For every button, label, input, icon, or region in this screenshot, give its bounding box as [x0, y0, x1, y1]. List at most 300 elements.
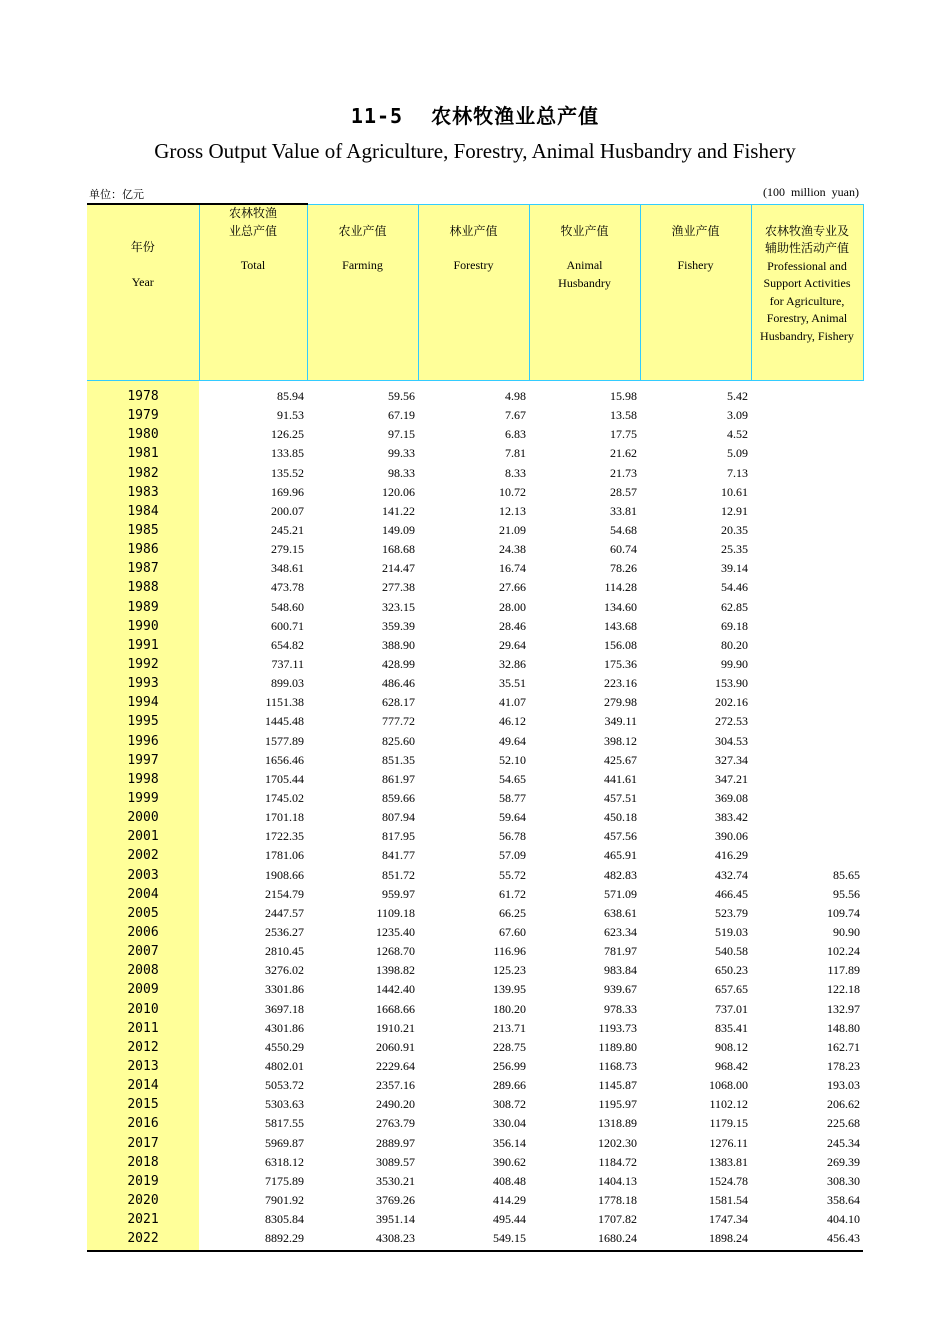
table-row — [87, 559, 863, 578]
animal-husbandry-cell: 450.18 — [604, 810, 637, 825]
support-activities-cell — [751, 789, 863, 808]
year-cell: 1997 — [87, 751, 199, 770]
animal-husbandry-cell: 1202.30 — [598, 1135, 637, 1150]
table-body — [87, 381, 863, 1252]
farming-cell: 2060.91 — [376, 1039, 415, 1054]
support-activities-cell — [751, 846, 863, 865]
farming-cell: 99.33 — [388, 446, 415, 461]
fishery-cell: 4.52 — [727, 427, 748, 442]
farming-cell: 67.19 — [388, 408, 415, 423]
farming-cell: 2229.64 — [376, 1058, 415, 1073]
total-cell: 3697.18 — [265, 1001, 304, 1016]
forestry-cell: 125.23 — [493, 963, 526, 978]
farming-cell: 97.15 — [388, 427, 415, 442]
forestry-cell: 58.77 — [499, 791, 526, 806]
table-row — [87, 1019, 863, 1038]
header-farming-cn: 农业产值 — [338, 223, 387, 238]
forestry-cell: 7.67 — [505, 408, 526, 423]
year-cell: 1999 — [87, 789, 199, 808]
fishery-cell: 657.65 — [715, 982, 748, 997]
animal-husbandry-cell: 623.34 — [604, 925, 637, 939]
animal-husbandry-cell: 78.26 — [610, 561, 637, 576]
total-cell: 1701.18 — [265, 810, 304, 825]
header-animal-en-1: Animal — [566, 258, 603, 272]
farming-cell: 486.46 — [382, 676, 415, 691]
farming-cell: 277.38 — [382, 580, 415, 595]
table-row — [87, 598, 863, 617]
table-row — [87, 444, 863, 463]
total-cell: 4301.86 — [265, 1020, 304, 1035]
animal-husbandry-cell: 638.61 — [604, 905, 637, 920]
total-cell: 5053.72 — [265, 1078, 304, 1093]
fishery-cell: 466.45 — [715, 886, 748, 901]
total-cell: 1908.66 — [265, 867, 304, 882]
fishery-cell: 153.90 — [715, 676, 748, 691]
support-activities-cell — [751, 751, 863, 770]
year-cell: 1994 — [87, 693, 199, 712]
animal-husbandry-cell: 143.68 — [604, 618, 637, 633]
header-support-cn-1: 农林牧渔专业及 — [764, 223, 849, 238]
year-cell: 1985 — [87, 521, 199, 540]
fishery-cell: 390.06 — [715, 829, 748, 844]
animal-husbandry-cell: 939.67 — [604, 982, 637, 997]
header-total-en: Total — [240, 258, 266, 272]
animal-husbandry-cell: 1189.80 — [598, 1039, 637, 1054]
header-support-cn-2: 辅助性活动产值 — [764, 241, 849, 255]
unit-label-cn: 单位：亿元 — [89, 188, 144, 201]
table-row — [87, 464, 863, 483]
support-activities-cell — [751, 483, 863, 502]
year-cell: 1981 — [87, 444, 199, 463]
year-cell: 2014 — [87, 1076, 199, 1095]
header-fishery-cn: 渔业产值 — [671, 223, 720, 238]
table-row — [87, 636, 863, 655]
year-cell: 2019 — [87, 1172, 199, 1191]
year-cell: 2007 — [87, 942, 199, 961]
header-animal-en-2: Husbandry — [558, 275, 611, 290]
header-year — [87, 204, 199, 381]
table-row — [87, 674, 863, 693]
page-title-en: Gross Output Value of Agriculture, Forestry, Animal Husbandry and Fishery — [154, 139, 796, 163]
year-cell: 2010 — [87, 1000, 199, 1019]
table-row — [87, 1153, 863, 1172]
support-activities-cell — [751, 693, 863, 712]
forestry-cell: 289.66 — [493, 1078, 526, 1093]
forestry-cell: 28.00 — [499, 599, 526, 614]
animal-husbandry-cell: 223.16 — [604, 676, 637, 691]
support-activities-cell — [751, 381, 863, 407]
table-row — [87, 1191, 863, 1210]
fishery-cell: 7.13 — [727, 465, 748, 480]
header-farming-en: Farming — [342, 258, 383, 272]
farming-cell: 861.97 — [382, 771, 415, 786]
farming-cell: 168.68 — [382, 542, 415, 557]
support-activities-cell: 95.56 — [833, 886, 860, 901]
fishery-cell: 737.01 — [715, 1001, 748, 1016]
total-cell: 548.60 — [271, 599, 304, 614]
header-fishery — [640, 204, 751, 381]
support-activities-cell — [751, 674, 863, 693]
header-farming — [307, 204, 418, 381]
header-total-cn-2: 业总产值 — [228, 223, 277, 238]
forestry-cell: 27.66 — [499, 580, 526, 595]
fishery-cell: 1383.81 — [709, 1154, 748, 1169]
year-cell: 2021 — [87, 1210, 199, 1229]
table-row — [87, 1000, 863, 1019]
animal-husbandry-cell: 175.36 — [604, 657, 637, 672]
total-cell: 7901.92 — [265, 1192, 304, 1207]
year-cell: 1993 — [87, 674, 199, 693]
animal-husbandry-cell: 465.91 — [604, 848, 637, 863]
farming-cell: 2357.16 — [376, 1078, 415, 1093]
forestry-cell: 46.12 — [499, 714, 526, 729]
support-activities-cell — [751, 827, 863, 846]
forestry-cell: 256.99 — [493, 1058, 526, 1073]
total-cell: 2154.79 — [265, 886, 304, 901]
year-cell: 1990 — [87, 617, 199, 636]
animal-husbandry-cell: 21.62 — [610, 446, 637, 461]
year-cell: 2004 — [87, 885, 199, 904]
header-animal-husbandry — [529, 204, 640, 381]
farming-cell: 1398.82 — [376, 963, 415, 978]
year-cell: 2017 — [87, 1133, 199, 1152]
year-cell: 2022 — [87, 1229, 199, 1251]
title-cn-text: 农林牧渔业总产值 — [431, 104, 600, 128]
fishery-cell: 650.23 — [715, 963, 748, 978]
animal-husbandry-cell: 279.98 — [604, 695, 637, 710]
forestry-cell: 56.78 — [499, 829, 526, 844]
farming-cell: 1235.40 — [376, 925, 415, 939]
support-activities-cell: 109.74 — [827, 905, 860, 920]
forestry-cell: 55.72 — [499, 867, 526, 882]
fishery-cell: 1276.11 — [709, 1135, 748, 1150]
total-cell: 245.21 — [271, 523, 304, 538]
farming-cell: 859.66 — [382, 791, 415, 806]
animal-husbandry-cell: 781.97 — [604, 944, 637, 959]
farming-cell: 3769.26 — [376, 1192, 415, 1207]
forestry-cell: 61.72 — [499, 886, 526, 901]
forestry-cell: 29.64 — [499, 637, 526, 652]
total-cell: 4802.01 — [265, 1058, 304, 1073]
table-row — [87, 808, 863, 827]
forestry-cell: 16.74 — [499, 561, 526, 576]
table-row — [87, 1133, 863, 1152]
total-cell: 2447.57 — [265, 905, 304, 920]
header-forestry-cn: 林业产值 — [449, 223, 498, 238]
forestry-cell: 228.75 — [493, 1039, 526, 1054]
unit-label-en: (100 million yuan) — [763, 185, 859, 199]
header-animal-cn: 牧业产值 — [560, 223, 609, 238]
forestry-cell: 32.86 — [499, 657, 526, 672]
farming-cell: 149.09 — [382, 523, 415, 538]
forestry-cell: 213.71 — [493, 1020, 526, 1035]
table-row — [87, 1076, 863, 1095]
table-row — [87, 1095, 863, 1114]
fishery-cell: 99.90 — [721, 657, 748, 672]
forestry-cell: 49.64 — [499, 733, 526, 748]
animal-husbandry-cell: 21.73 — [610, 465, 637, 480]
total-cell: 279.15 — [271, 542, 304, 557]
total-cell: 126.25 — [271, 427, 304, 442]
header-support-en-4: Forestry, Animal — [766, 311, 848, 325]
table-row — [87, 1057, 863, 1076]
total-cell: 1781.06 — [265, 848, 304, 863]
fishery-cell: 12.91 — [721, 503, 748, 518]
total-cell: 91.53 — [277, 408, 304, 423]
table-row — [87, 923, 863, 942]
total-cell: 473.78 — [271, 580, 304, 595]
total-cell: 2536.27 — [265, 925, 304, 939]
year-cell: 2002 — [87, 846, 199, 865]
header-support-en-1: Professional and — [767, 258, 847, 273]
fishery-cell: 835.41 — [715, 1020, 748, 1035]
year-cell: 2018 — [87, 1153, 199, 1172]
support-activities-cell — [751, 425, 863, 444]
total-cell: 1656.46 — [265, 752, 304, 767]
fishery-cell: 272.53 — [715, 714, 748, 729]
table-row — [87, 502, 863, 521]
forestry-cell: 390.62 — [493, 1154, 526, 1169]
year-cell: 2016 — [87, 1114, 199, 1133]
forestry-cell: 414.29 — [493, 1192, 526, 1207]
header-forestry — [418, 204, 529, 381]
support-activities-cell — [751, 578, 863, 597]
forestry-cell: 66.25 — [499, 905, 526, 920]
forestry-cell: 408.48 — [493, 1173, 526, 1188]
support-activities-cell: 90.90 — [833, 925, 860, 939]
total-cell: 200.07 — [271, 503, 304, 518]
table-row — [87, 406, 863, 425]
farming-cell: 817.95 — [382, 829, 415, 844]
fishery-cell: 1179.15 — [709, 1116, 748, 1131]
farming-cell: 141.22 — [382, 503, 415, 518]
support-activities-cell: 358.64 — [827, 1192, 860, 1207]
forestry-cell: 24.38 — [499, 542, 526, 557]
year-cell: 1984 — [87, 502, 199, 521]
header-year-en: Year — [131, 274, 154, 289]
animal-husbandry-cell: 17.75 — [610, 427, 637, 442]
total-cell: 1722.35 — [265, 829, 304, 844]
table-row — [87, 751, 863, 770]
animal-husbandry-cell: 1707.82 — [598, 1212, 637, 1227]
table-row — [87, 655, 863, 674]
fishery-cell: 908.12 — [715, 1039, 748, 1054]
forestry-cell: 356.14 — [493, 1135, 526, 1150]
animal-husbandry-cell: 1318.89 — [598, 1116, 637, 1131]
table-row — [87, 1114, 863, 1133]
year-cell: 1980 — [87, 425, 199, 444]
table-row — [87, 578, 863, 597]
fishery-cell: 10.61 — [721, 484, 748, 499]
support-activities-cell — [751, 732, 863, 751]
forestry-cell: 180.20 — [493, 1001, 526, 1016]
farming-cell: 959.97 — [382, 886, 415, 901]
year-cell: 2005 — [87, 904, 199, 923]
farming-cell: 807.94 — [382, 810, 415, 825]
table-number: 11-5 — [350, 104, 404, 128]
header-support-en-2: Support Activities — [763, 276, 851, 290]
fishery-cell: 62.85 — [721, 599, 748, 614]
header-support-activities — [751, 204, 863, 381]
animal-husbandry-cell: 15.98 — [610, 389, 637, 404]
support-activities-cell: 269.39 — [827, 1154, 860, 1169]
farming-cell: 2763.79 — [376, 1116, 415, 1131]
fishery-cell: 80.20 — [721, 637, 748, 652]
farming-cell: 1668.66 — [376, 1001, 415, 1016]
forestry-cell: 6.83 — [505, 427, 526, 442]
forestry-cell: 57.09 — [499, 848, 526, 863]
year-cell: 1987 — [87, 559, 199, 578]
output-value-table — [87, 203, 864, 1252]
total-cell: 85.94 — [277, 389, 304, 404]
farming-cell: 98.33 — [388, 465, 415, 480]
farming-cell: 428.99 — [382, 657, 415, 672]
forestry-cell: 67.60 — [499, 925, 526, 939]
fishery-cell: 347.21 — [715, 771, 748, 786]
support-activities-cell — [751, 464, 863, 483]
animal-husbandry-cell: 28.57 — [610, 484, 637, 499]
farming-cell: 388.90 — [382, 637, 415, 652]
fishery-cell: 1524.78 — [709, 1173, 748, 1188]
farming-cell: 777.72 — [382, 714, 415, 729]
total-cell: 8305.84 — [265, 1212, 304, 1227]
animal-husbandry-cell: 398.12 — [604, 733, 637, 748]
fishery-cell: 69.18 — [721, 618, 748, 633]
total-cell: 1151.38 — [265, 695, 304, 710]
total-cell: 4550.29 — [265, 1039, 304, 1054]
forestry-cell: 52.10 — [499, 752, 526, 767]
forestry-cell: 549.15 — [418, 1229, 529, 1251]
support-activities-cell: 117.89 — [827, 963, 860, 978]
animal-husbandry-cell: 978.33 — [604, 1001, 637, 1016]
year-cell: 2020 — [87, 1191, 199, 1210]
page-title-cn — [0, 100, 950, 129]
fishery-cell: 327.34 — [715, 752, 748, 767]
farming-cell: 323.15 — [382, 599, 415, 614]
support-activities-cell — [751, 655, 863, 674]
year-cell: 1992 — [87, 655, 199, 674]
fishery-cell: 20.35 — [721, 523, 748, 538]
support-activities-cell — [751, 502, 863, 521]
data-table-wrapper — [87, 203, 863, 1252]
total-cell: 5817.55 — [265, 1116, 304, 1131]
fishery-cell: 369.08 — [715, 791, 748, 806]
farming-cell: 628.17 — [382, 695, 415, 710]
fishery-cell: 1102.12 — [709, 1097, 748, 1112]
table-row — [87, 904, 863, 923]
animal-husbandry-cell: 1145.87 — [598, 1078, 637, 1093]
table-row — [87, 712, 863, 731]
forestry-cell: 8.33 — [505, 465, 526, 480]
fishery-cell: 968.42 — [715, 1058, 748, 1073]
table-row — [87, 540, 863, 559]
animal-husbandry-cell: 1195.97 — [598, 1097, 637, 1112]
animal-husbandry-cell: 1168.73 — [598, 1058, 637, 1073]
fishery-cell: 1068.00 — [709, 1078, 748, 1093]
fishery-cell: 383.42 — [715, 810, 748, 825]
fishery-cell: 39.14 — [721, 561, 748, 576]
support-activities-cell: 193.03 — [827, 1078, 860, 1093]
year-cell: 1998 — [87, 770, 199, 789]
support-activities-cell: 122.18 — [827, 982, 860, 997]
farming-cell: 841.77 — [382, 848, 415, 863]
forestry-cell: 7.81 — [505, 446, 526, 461]
forestry-cell: 28.46 — [499, 618, 526, 633]
support-activities-cell: 148.80 — [827, 1020, 860, 1035]
animal-husbandry-cell: 60.74 — [610, 542, 637, 557]
table-row — [87, 846, 863, 865]
support-activities-cell — [751, 444, 863, 463]
total-cell: 8892.29 — [199, 1229, 307, 1251]
forestry-cell: 59.64 — [499, 810, 526, 825]
total-cell: 737.11 — [271, 657, 304, 672]
forestry-cell: 21.09 — [499, 523, 526, 538]
table-row — [87, 866, 863, 885]
support-activities-cell — [751, 598, 863, 617]
header-forestry-en: Forestry — [453, 258, 494, 272]
year-cell: 1996 — [87, 732, 199, 751]
farming-cell: 2490.20 — [376, 1097, 415, 1112]
fishery-cell: 202.16 — [715, 695, 748, 710]
forestry-cell: 4.98 — [505, 389, 526, 404]
table-row — [87, 1210, 863, 1229]
table-row — [87, 961, 863, 980]
year-cell: 2011 — [87, 1019, 199, 1038]
forestry-cell: 12.13 — [499, 503, 526, 518]
support-activities-cell: 206.62 — [827, 1097, 860, 1112]
year-cell: 2003 — [87, 866, 199, 885]
total-cell: 600.71 — [271, 618, 304, 633]
year-cell: 1995 — [87, 712, 199, 731]
table-row — [87, 1038, 863, 1057]
table-row — [87, 980, 863, 999]
fishery-cell: 304.53 — [715, 733, 748, 748]
forestry-cell: 54.65 — [499, 771, 526, 786]
total-cell: 5303.63 — [265, 1097, 304, 1112]
support-activities-cell: 456.43 — [751, 1229, 863, 1251]
header-year-cn: 年份 — [130, 240, 155, 254]
animal-husbandry-cell: 54.68 — [610, 523, 637, 538]
farming-cell: 851.35 — [382, 752, 415, 767]
table-row — [87, 381, 863, 407]
animal-husbandry-cell: 983.84 — [604, 963, 637, 978]
farming-cell: 1910.21 — [376, 1020, 415, 1035]
year-cell: 1988 — [87, 578, 199, 597]
animal-husbandry-cell: 1184.72 — [598, 1154, 637, 1169]
support-activities-cell: 132.97 — [827, 1001, 860, 1016]
total-cell: 348.61 — [271, 561, 304, 576]
year-cell: 2012 — [87, 1038, 199, 1057]
support-activities-cell — [751, 521, 863, 540]
support-activities-cell: 404.10 — [827, 1212, 860, 1227]
fishery-cell: 519.03 — [715, 925, 748, 939]
farming-cell: 2889.97 — [376, 1135, 415, 1150]
farming-cell: 1268.70 — [376, 944, 415, 959]
farming-cell: 214.47 — [382, 561, 415, 576]
total-cell: 654.82 — [271, 637, 304, 652]
animal-husbandry-cell: 156.08 — [604, 637, 637, 652]
table-row — [87, 617, 863, 636]
total-cell: 133.85 — [271, 446, 304, 461]
header-support-en-3: for Agriculture, — [769, 293, 845, 308]
year-cell: 1983 — [87, 483, 199, 502]
header-total — [199, 204, 307, 381]
total-cell: 3301.86 — [265, 982, 304, 997]
support-activities-cell — [751, 770, 863, 789]
year-cell: 1978 — [87, 381, 199, 407]
support-activities-cell: 225.68 — [827, 1116, 860, 1131]
animal-husbandry-cell: 1193.73 — [598, 1020, 637, 1035]
